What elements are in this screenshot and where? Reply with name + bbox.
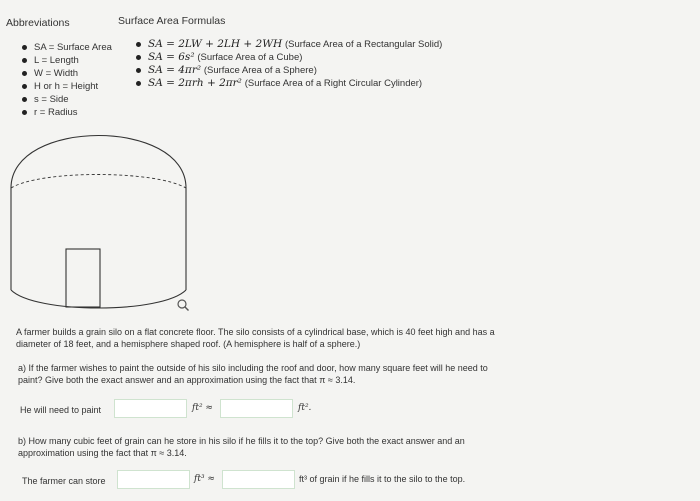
abbrev-item: SA = Surface Area <box>20 41 112 54</box>
magnifier-icon[interactable] <box>176 298 190 312</box>
bullet-icon <box>136 68 141 73</box>
part-b-exact-input[interactable] <box>117 470 190 489</box>
silo-door <box>66 249 100 307</box>
abbrev-item: L = Length <box>20 54 112 67</box>
problem-intro: A farmer builds a grain silo on a flat concrete floor. The silo consists of a cylindrical base, which is 40 feet high and has a diameter of 18 feet, and a hemisphere shaped roof. (A hemisphere is half of a sphere.) <box>16 327 495 349</box>
silo-hidden-edge <box>11 175 186 189</box>
abbreviations-list <box>20 41 112 119</box>
bullet-icon <box>22 97 27 102</box>
part-b-label: The farmer can store <box>22 476 106 486</box>
part-a-question: a) If the farmer wishes to paint the outside of his silo including the roof and door, how many square feet will he need to paint? Give both the exact answer and an approximation using the fact that π ≈ 3.14. <box>18 363 488 385</box>
part-a-approx-input[interactable] <box>220 399 293 418</box>
abbrev-item: r = Radius <box>20 106 112 119</box>
formula-math: SA = 6s² <box>148 51 195 63</box>
bullet-icon <box>22 84 27 89</box>
bullet-icon <box>136 42 141 47</box>
formula-math: SA = 2πrh + 2πr² <box>148 77 242 89</box>
formulas-heading: Surface Area Formulas <box>118 15 226 27</box>
silo-diagram <box>0 128 200 316</box>
part-a-unit-approx: ft². <box>298 403 312 413</box>
part-b-question: b) How many cubic feet of grain can he store in his silo if he fills it to the top? Give both the exact answer and an approximation using the fact that π ≈ 3.14. <box>18 436 465 458</box>
formulas-list <box>134 38 442 90</box>
formula-item <box>134 77 442 90</box>
part-a-unit-exact: ft² ≈ <box>192 403 213 413</box>
bullet-icon <box>136 81 141 86</box>
abbrev-item: W = Width <box>20 67 112 80</box>
part-b-approx-input[interactable] <box>222 470 295 489</box>
formula-item <box>134 38 442 51</box>
formula-desc: (Surface Area of a Right Circular Cylinder) <box>244 78 423 89</box>
bullet-icon <box>22 110 27 115</box>
silo-roof-hemisphere <box>11 136 186 189</box>
formula-desc: (Surface Area of a Cube) <box>197 52 303 63</box>
formula-math: SA = 2LW + 2LH + 2WH <box>148 38 283 50</box>
formula-math: SA = 4πr² <box>148 64 202 76</box>
formula-desc: (Surface Area of a Rectangular Solid) <box>284 39 443 50</box>
silo-base-edge <box>11 290 186 308</box>
bullet-icon <box>22 58 27 63</box>
bullet-icon <box>136 55 141 60</box>
formula-item <box>134 51 442 64</box>
part-b-unit-exact: ft³ ≈ <box>194 474 215 484</box>
bullet-icon <box>22 45 27 50</box>
part-b-unit-approx: ft³ of grain if he fills it to the silo to the top. <box>299 474 466 484</box>
abbrev-item: s = Side <box>20 93 112 106</box>
formula-item <box>134 64 442 77</box>
bullet-icon <box>22 71 27 76</box>
abbreviations-heading: Abbreviations <box>6 17 70 29</box>
formula-desc: (Surface Area of a Sphere) <box>203 65 317 76</box>
part-a-label: He will need to paint <box>20 405 102 415</box>
part-a-exact-input[interactable] <box>114 399 187 418</box>
abbrev-item: H or h = Height <box>20 80 112 93</box>
